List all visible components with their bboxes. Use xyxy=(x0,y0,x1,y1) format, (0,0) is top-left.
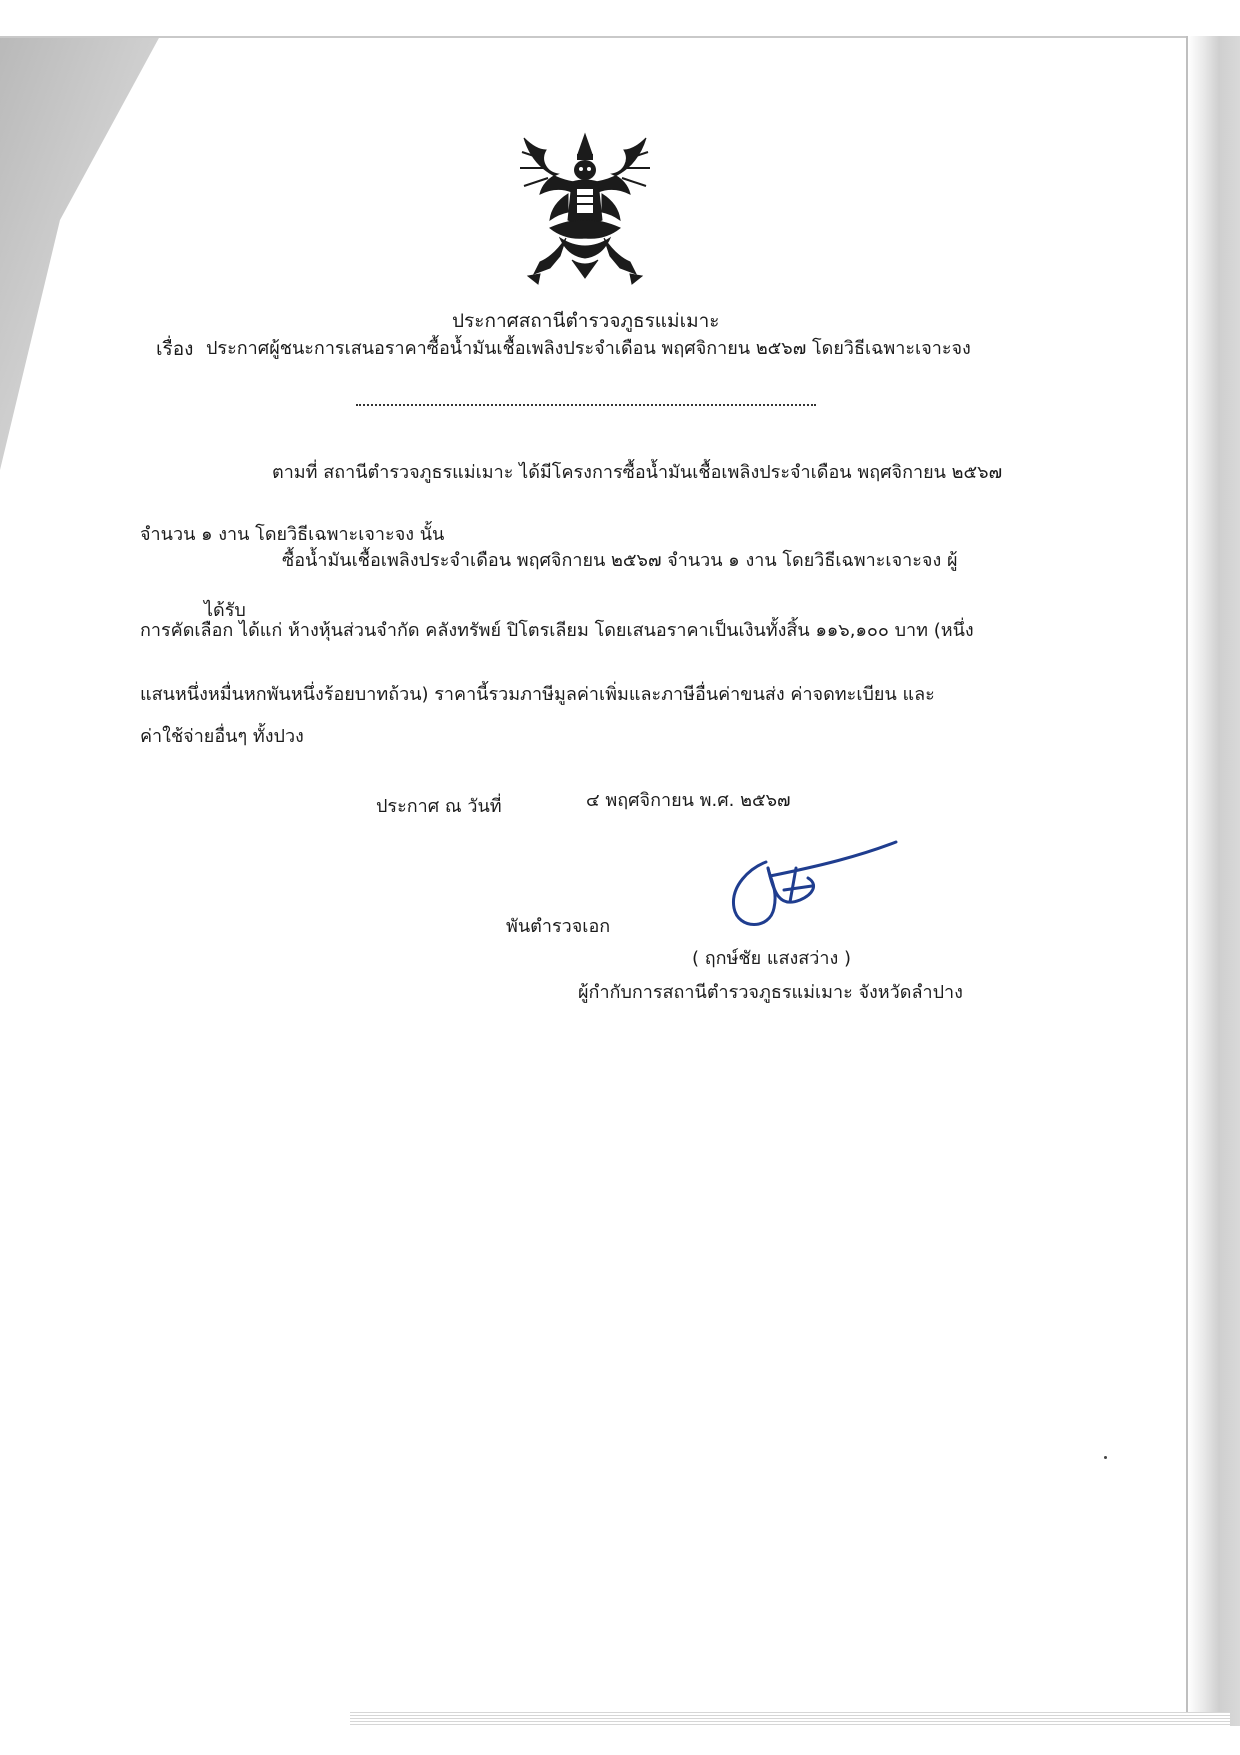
body-line-2: จำนวน ๑ งาน โดยวิธีเฉพาะเจาะจง นั้น xyxy=(140,524,445,545)
heading-dotted-divider xyxy=(356,404,816,406)
announcement-issuer: ประกาศสถานีตำรวจภูธรแม่เมาะ xyxy=(452,310,720,332)
body-line-5: การคัดเลือก ได้แก่ ห้างหุ้นส่วนจำกัด คลังทรัพย์ ปิโตรเลียม โดยเสนอราคาเป็นเงินทั้งสิ้น ๑๑๖,๑๐๐ บาท (หนึ่ง xyxy=(140,620,974,641)
scan-right-edge-shadow xyxy=(1188,36,1240,1726)
body-line-3: ซื้อน้ำมันเชื้อเพลิงประจำเดือน พฤศจิกายน ๒๕๖๗ จำนวน ๑ งาน โดยวิธีเฉพาะเจาะจง ผู้ xyxy=(282,550,958,571)
announcement-date: ๔ พฤศจิกายน พ.ศ. ๒๕๖๗ xyxy=(586,790,791,811)
signatory-name: ( ฤกษ์ชัย แสงสว่าง ) xyxy=(692,948,852,969)
body-line-7: ค่าใช้จ่ายอื่นๆ ทั้งปวง xyxy=(140,726,304,747)
announcement-subject: ประกาศผู้ชนะการเสนอราคาซื้อน้ำมันเชื้อเพลิงประจำเดือน พฤศจิกายน ๒๕๖๗ โดยวิธีเฉพาะเจาะจง xyxy=(206,338,971,359)
scan-speck xyxy=(1104,1456,1107,1459)
body-line-6: แสนหนึ่งหมื่นหกพันหนึ่งร้อยบาทถ้วน) ราคานี้รวมภาษีมูลค่าเพิ่มและภาษีอื่นค่าขนส่ง ค่าจดทะเบียน และ xyxy=(140,684,935,705)
body-line-4: ได้รับ xyxy=(204,600,246,621)
scan-bottom-edge xyxy=(350,1712,1230,1726)
subject-label: เรื่อง xyxy=(156,338,194,360)
handwritten-signature xyxy=(710,838,900,938)
garuda-emblem-icon xyxy=(510,128,660,288)
signatory-position: ผู้กำกับการสถานีตำรวจภูธรแม่เมาะ จังหวัดลำปาง xyxy=(578,982,963,1003)
body-line-1: ตามที่ สถานีตำรวจภูธรแม่เมาะ ได้มีโครงการซื้อน้ำมันเชื้อเพลิงประจำเดือน พฤศจิกายน ๒๕๖๗ xyxy=(272,462,1003,483)
date-label: ประกาศ ณ วันที่ xyxy=(376,796,502,817)
signatory-rank: พันตำรวจเอก xyxy=(506,916,611,937)
